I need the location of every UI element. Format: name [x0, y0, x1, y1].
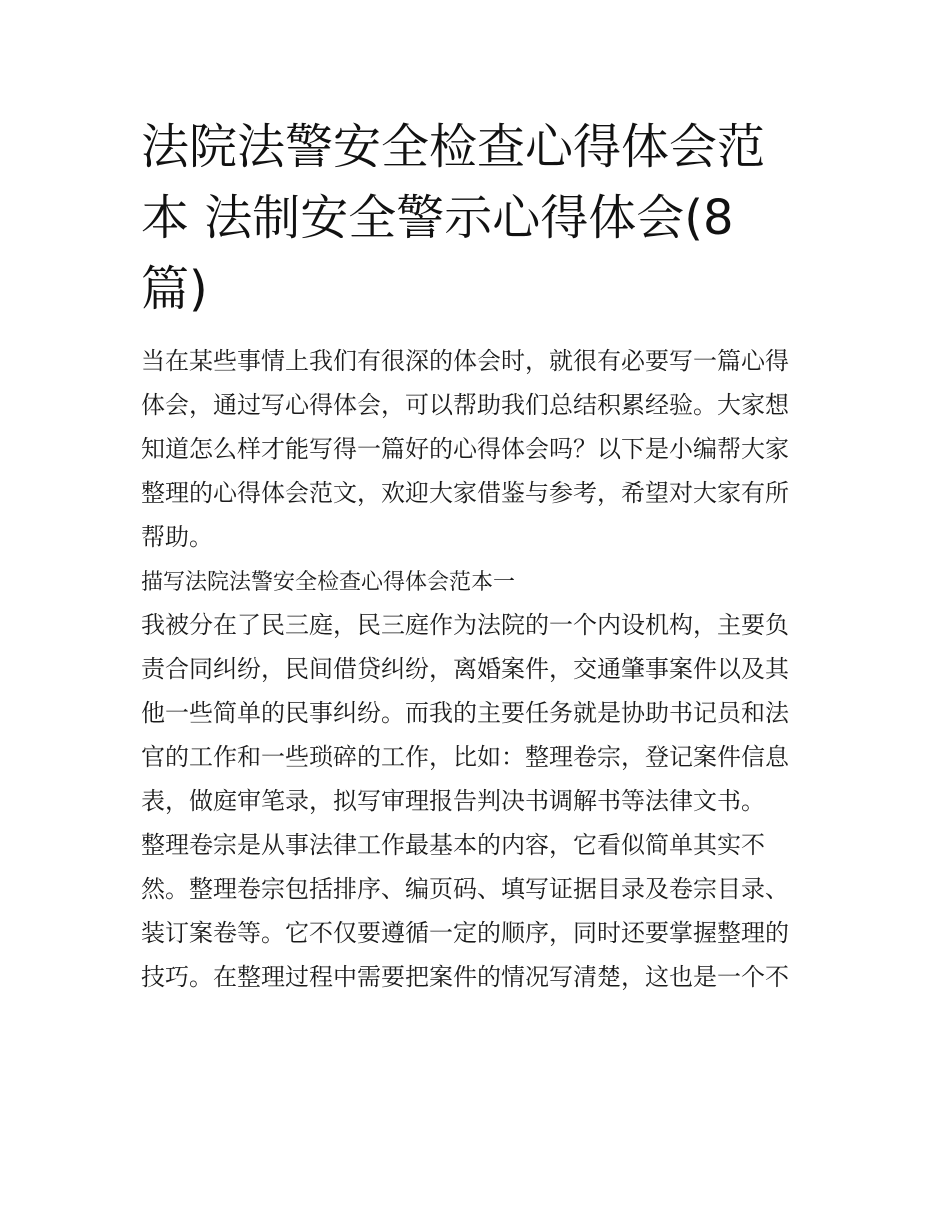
text-line: 体会，通过写心得体会，可以帮助我们总结积累经验。大家想 — [141, 391, 789, 419]
text-line: 技巧。在整理过程中需要把案件的情况写清楚，这也是一个不 — [141, 963, 789, 991]
title-line: 本 法制安全警示心得体会(8 — [141, 190, 734, 246]
text-line: 当在某些事情上我们有很深的体会时，就很有必要写一篇心得 — [141, 347, 789, 375]
text-line: 帮助。 — [141, 523, 213, 551]
text-line: 整理的心得体会范文，欢迎大家借鉴与参考，希望对大家有所 — [141, 479, 789, 507]
body-paragraph-1 — [141, 603, 813, 823]
body-paragraph-2 — [141, 823, 813, 999]
document-title — [141, 112, 813, 325]
document-page — [141, 112, 813, 999]
intro-paragraph — [141, 339, 813, 559]
text-line: 我被分在了民三庭，民三庭作为法院的一个内设机构，主要负 — [141, 611, 789, 639]
text-line: 官的工作和一些琐碎的工作，比如：整理卷宗，登记案件信息 — [141, 743, 789, 771]
text-line: 他一些简单的民事纠纷。而我的主要任务就是协助书记员和法 — [141, 699, 789, 727]
title-line: 法院法警安全检查心得体会范 — [141, 119, 766, 175]
section-heading: 描写法院法警安全检查心得体会范本一 — [141, 570, 516, 595]
text-line: 然。整理卷宗包括排序、编页码、填写证据目录及卷宗目录、 — [141, 875, 789, 903]
text-line: 表，做庭审笔录，拟写审理报告判决书调解书等法律文书。 — [141, 787, 765, 815]
title-line: 篇) — [141, 261, 208, 317]
text-line: 知道怎么样才能写得一篇好的心得体会吗？以下是小编帮大家 — [141, 435, 789, 463]
text-line: 装订案卷等。它不仅要遵循一定的顺序，同时还要掌握整理的 — [141, 919, 789, 947]
text-line: 整理卷宗是从事法律工作最基本的内容，它看似简单其实不 — [141, 831, 765, 859]
text-line: 责合同纠纷，民间借贷纠纷，离婚案件，交通肇事案件以及其 — [141, 655, 789, 683]
